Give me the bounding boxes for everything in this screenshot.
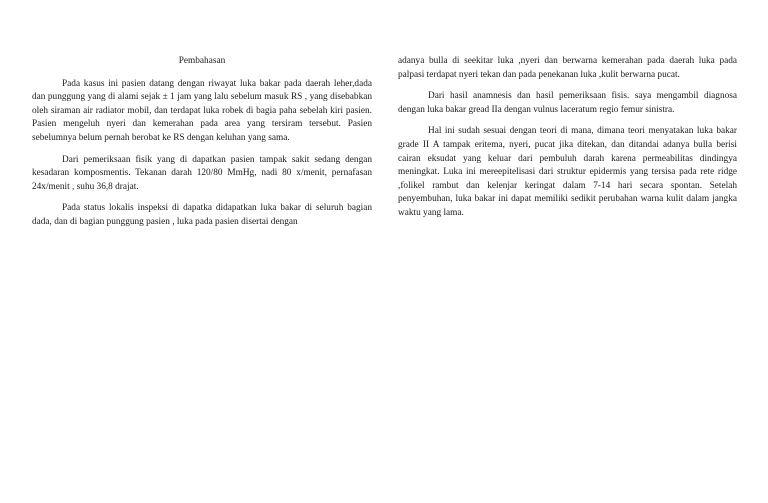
paragraph-physical-exam: Dari pemeriksaan fisik yang di dapatkan pasien tampak sakit sedang dengan kesadaran komposmentis. Tekanan darah 120/80 MmHg, nadi 80 x/menit, pernafasan 24x/menit , suhu 36,8 drajat. [32, 154, 372, 192]
paragraph-continuation: adanya bulla di seekitar luka ,nyeri dan berwarna kemerahan pada daerah luka pada palpasi terdapat nyeri tekan dan pada penekanan luka ,kulit berwarna pucat. [398, 56, 737, 80]
paragraph-diagnosis: Dari hasil anamnesis dan hasil pemeriksaan fisis. saya mengambil diagnosa dengan luka bakar gread IIa dengan vulnus laceratum regio femur sinistra. [398, 91, 737, 115]
paragraph-theory: Hal ini sudah sesuai dengan teori di mana, dimana teori menyatakan luka bakar grade II A tampak eritema, nyeri, pucat jika ditekan, dan ditandai adanya bulla berisi cairan eksudat yang keluar dari pembuluh darah karena permeabilitas dindingya meningkat. Luka ini mereepitelisasi dari struktur epidermis yang tersisa pada rete ridge ,folikel rambut dan kelenjar keringat dalam 7-14 hari secara spontan. Setelah penyembuhan, luka bakar ini dapat memiliki sedikit perubahan warna kulit dalam jangka waktu yang lama. [398, 126, 737, 218]
left-column [32, 55, 372, 238]
paragraph-local-status: Pada status lokalis inspeksi di dapatka didapatkan luka bakar di seluruh bagian dada, dan di bagian punggung pasien , luka pada pasien disertai dengan [32, 203, 372, 227]
paragraph-history: Pada kasus ini pasien datang dengan riwayat luka bakar pada daerah leher,dada dan punggung yang di alami sejak ± 1 jam yang lalu sebelum masuk RS , yang disebabkan oleh siraman air radiator mobil, dan terdapat luka robek di bagia paha sebelah kiri pasien. Pasien mengeluh nyeri dan kemerahan pada area yang tersiram tersebut. Pasien sebelumnya belum pernah berobat ke RS dengan keluhan yang sama. [32, 78, 372, 143]
section-title: Pembahasan [178, 56, 226, 66]
right-column [398, 55, 737, 229]
